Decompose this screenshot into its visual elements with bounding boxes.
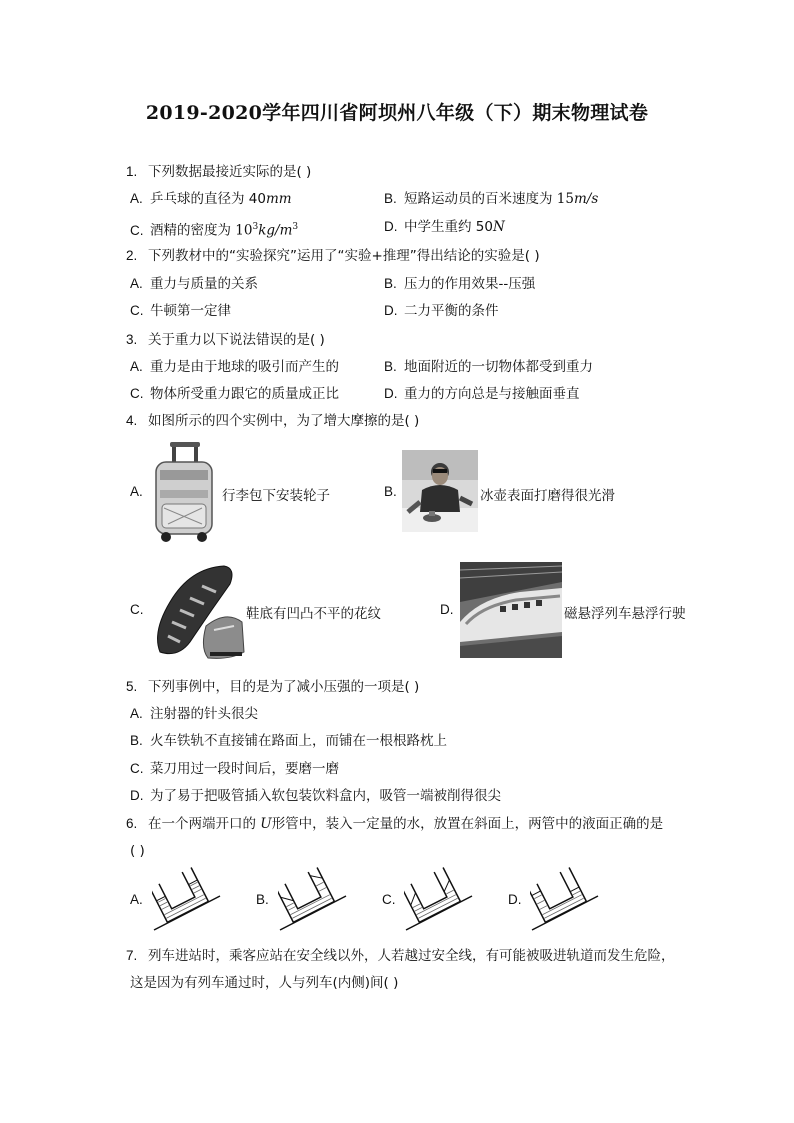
q5-option-d: D. 为了易于把吸管插入软包装饮料盒内，吸管一端被削得很尖 — [130, 788, 501, 804]
q3-option-b: B. 地面附近的一切物体都受到重力 — [384, 359, 593, 375]
question-7: 7. 列车进站时，乘客应站在安全线以外，人若越过安全线，有可能被吸进轨道而发生危险， — [126, 948, 675, 964]
q5-option-b: B. 火车铁轨不直接铺在路面上，而铺在一根根路枕上 — [130, 733, 447, 749]
question-6: 6. 在一个两端开口的 U形管中，装入一定量的水，放置在斜面上，两管中的液面正确的是 — [126, 816, 664, 832]
question-number: 1. — [126, 164, 138, 179]
question-4: 4. 如图所示的四个实例中，为了增大摩擦的是( ) — [126, 413, 420, 429]
q5-option-c: C. 菜刀用过一段时间后，要磨一磨 — [130, 761, 339, 777]
maglev-train-image — [460, 562, 562, 658]
q4-option-c-letter: C. — [130, 602, 144, 617]
q1-option-d: D. 中学生重约 50N — [384, 219, 505, 235]
u-tube-diagram-c — [404, 866, 474, 932]
q4-option-c-caption: 鞋底有凹凸不平的花纹 — [246, 606, 381, 622]
q6-option-d-letter: D. — [508, 892, 522, 907]
q5-option-a: A. 注射器的针头很尖 — [130, 706, 258, 722]
q2-option-a: A. 重力与质量的关系 — [130, 276, 258, 292]
q4-option-b-letter: B. — [384, 484, 397, 499]
q4-option-d-letter: D. — [440, 602, 454, 617]
luggage-image — [146, 442, 220, 544]
q1-option-a: A. 乒乓球的直径为 40mm — [130, 191, 292, 207]
q4-option-a-letter: A. — [130, 484, 143, 499]
q4-option-d-caption: 磁悬浮列车悬浮行驶 — [564, 606, 686, 622]
question-7-line-2: 这是因为有列车通过时，人与列车(内侧)间( ) — [130, 975, 399, 991]
question-3: 3. 关于重力以下说法错误的是( ) — [126, 332, 325, 348]
q3-option-a: A. 重力是由于地球的吸引而产生的 — [130, 359, 339, 375]
q4-option-b-caption: 冰壶表面打磨得很光滑 — [480, 488, 615, 504]
question-text: 下列数据最接近实际的是( ) — [148, 164, 312, 180]
shoes-image — [150, 562, 246, 662]
q3-option-d: D. 重力的方向总是与接触面垂直 — [384, 386, 580, 402]
question-6-line-2: ( ) — [130, 843, 145, 859]
q2-option-b: B. 压力的作用效果--压强 — [384, 276, 536, 292]
q2-option-d: D. 二力平衡的条件 — [384, 303, 499, 319]
u-tube-diagram-b — [278, 866, 348, 932]
question-5: 5. 下列事例中，目的是为了减小压强的一项是( ) — [126, 679, 420, 695]
question-1 — [126, 162, 311, 182]
q4-option-a-caption: 行李包下安装轮子 — [222, 488, 330, 504]
curling-image — [402, 450, 478, 532]
q2-option-c: C. 牛顿第一定律 — [130, 303, 231, 319]
q6-option-a-letter: A. — [130, 892, 143, 907]
u-tube-diagram-a — [152, 866, 222, 932]
q6-option-c-letter: C. — [382, 892, 396, 907]
question-2: 2. 下列教材中的“实验探究”运用了“实验+推理”得出结论的实验是( ) — [126, 248, 540, 264]
page-title: 2019-2020学年四川省阿坝州八年级（下）期末物理试卷 — [145, 102, 649, 124]
q1-option-b: B. 短路运动员的百米速度为 15m/s — [384, 191, 599, 207]
q3-option-c: C. 物体所受重力跟它的质量成正比 — [130, 386, 339, 402]
q1-option-c: C. 酒精的密度为 $10^3kg/m^3$ — [130, 222, 299, 239]
q6-option-b-letter: B. — [256, 892, 269, 907]
u-tube-diagram-d — [530, 866, 600, 932]
